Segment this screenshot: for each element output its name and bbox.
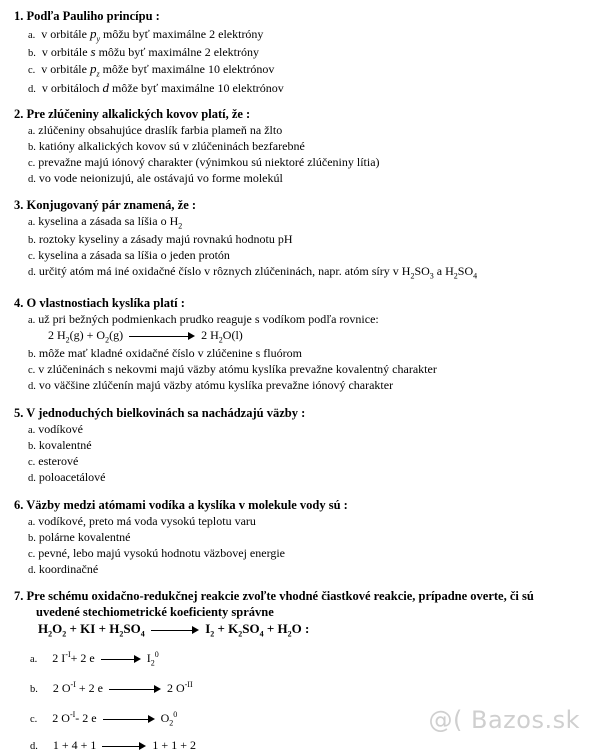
- q3-option-d[interactable]: [28, 264, 477, 279]
- q3-option-b[interactable]: [28, 232, 293, 247]
- q2-option-a[interactable]: [28, 123, 282, 138]
- option-letter: d.: [28, 174, 36, 185]
- q3-option-a[interactable]: [28, 214, 182, 229]
- option-letter: b.: [28, 235, 36, 246]
- reaction-arrow-icon: [101, 655, 141, 663]
- option-text: v orbitále: [41, 27, 87, 41]
- option-text: môže mať kladné oxidačné číslo v zlúčenine s fluórom: [38, 346, 302, 360]
- q7-option-b[interactable]: [30, 681, 193, 696]
- option-text: môže byť maximálne 10 elektrónov: [102, 62, 275, 76]
- q6-option-c[interactable]: [28, 546, 285, 561]
- reaction-arrow-icon: [151, 626, 199, 634]
- option-text: už pri bežných podmienkach prudko reaguje s vodíkom podľa rovnice:: [38, 312, 379, 326]
- option-text: pevné, lebo majú vysokú hodnotu väzbovej energie: [38, 546, 286, 560]
- option-letter: a.: [28, 425, 36, 436]
- option-text: v zlúčeninách s nekovmi majú väzby atómu kyslíka prevažne kovalentný charakter: [38, 362, 437, 376]
- option-text: vodíkové: [38, 422, 83, 436]
- option-letter: c.: [28, 251, 36, 262]
- option-letter: a.: [28, 315, 36, 326]
- reaction-arrow-icon: [102, 742, 146, 750]
- q6-option-d[interactable]: [28, 562, 98, 577]
- orbital-symbol: d: [102, 80, 110, 95]
- q2-option-d[interactable]: [28, 171, 283, 186]
- bazos-watermark-logo: @( Bazos.sk: [428, 706, 580, 734]
- q1-option-b[interactable]: [28, 44, 259, 60]
- option-text: kyselina a zásada sa líšia o jeden protón: [38, 248, 230, 262]
- option-letter: d.: [28, 267, 36, 278]
- question-5-title: 5. V jednoduchých bielkovinách sa nachádzajú väzby :: [14, 406, 306, 420]
- option-text: môžu byť maximálne 2 elektróny: [98, 45, 260, 59]
- q5-option-b[interactable]: [28, 438, 92, 453]
- option-letter: b.: [28, 48, 36, 59]
- option-letter: a.: [28, 217, 36, 228]
- q5-option-a[interactable]: [28, 422, 83, 437]
- q7-scheme-equation: $H_2O_2$ + KI + $H_2SO_4$ $I_2 + K_2SO_4 + H_2O$ :: [38, 621, 310, 639]
- half-reaction: 2 $I^{-I}+ 2$ e $I_2^0$: [52, 650, 159, 668]
- option-text: môžu byť maximálne 2 elektróny: [103, 27, 264, 41]
- q4-option-c[interactable]: [28, 362, 437, 377]
- q5-option-d[interactable]: [28, 470, 106, 485]
- option-letter: b.: [28, 441, 36, 452]
- question-6-title: 6. Väzby medzi atómami vodíka a kyslíka v molekule vody sú :: [14, 498, 348, 512]
- option-letter: a.: [30, 654, 38, 665]
- option-text: prevažne majú iónový charakter (výnimkou sú niektoré zlúčeniny lítia): [38, 155, 380, 169]
- option-text: zlúčeniny obsahujúce draslík farbia plameň na žlto: [38, 123, 283, 137]
- option-text: v orbitále: [41, 45, 88, 59]
- option-text: určitý atóm má iné oxidačné číslo v rôznych zlúčeninách, napr. atóm síry v $H_2SO_3$ a $H_2SO_4$: [38, 264, 478, 281]
- orbital-symbol: $p_z$: [89, 61, 100, 79]
- q4-reaction-equation: 2 $H_2(g) + O_2(g)$ 2 $H_2O(l)$: [48, 328, 243, 345]
- half-reaction: 2 $O^{-I} + 2$ e 2 $O^{-II}$: [52, 680, 193, 695]
- q1-option-d[interactable]: [28, 80, 284, 96]
- question-7-title: 7. Pre schému oxidačno-redukčnej reakcie zvoľte vhodné čiastkové reakcie, prípadne overte, či sú: [14, 589, 534, 603]
- orbital-symbol: s: [90, 44, 96, 59]
- option-text: polárne kovalentné: [38, 530, 131, 544]
- q4-option-d[interactable]: [28, 378, 393, 393]
- option-text: kovalentné: [38, 438, 92, 452]
- option-letter: a.: [28, 517, 36, 528]
- half-reaction: 2 $O^{-I}-$ 2 e $O_2^0$: [52, 710, 178, 728]
- q1-option-a[interactable]: [28, 26, 263, 42]
- reaction-arrow-icon: [109, 685, 161, 693]
- option-letter: b.: [28, 349, 36, 360]
- option-letter: c.: [28, 158, 36, 169]
- option-text: v orbitáloch: [41, 81, 100, 95]
- option-text: katióny alkalických kovov sú v zlúčeninách bezfarebné: [38, 139, 305, 153]
- option-text: vo vode neionizujú, ale ostávajú vo forme molekúl: [38, 171, 283, 185]
- coefficients: 1 + 4 + 1 1 + 1 + 2: [52, 738, 196, 752]
- option-text: v orbitále: [41, 62, 87, 76]
- option-letter: a.: [28, 126, 36, 137]
- q7-option-c[interactable]: [30, 711, 177, 726]
- question-7-title-cont: uvedené stechiometrické koeficienty správne: [36, 605, 274, 619]
- reaction-arrow-icon: [129, 332, 195, 340]
- option-letter: c.: [28, 457, 36, 468]
- q3-option-c[interactable]: [28, 248, 230, 263]
- option-text: poloacetálové: [38, 470, 106, 484]
- q4-option-b[interactable]: [28, 346, 302, 361]
- q2-option-c[interactable]: [28, 155, 380, 170]
- option-letter: c.: [28, 365, 36, 376]
- q6-option-a[interactable]: [28, 514, 256, 529]
- option-text: môže byť maximálne 10 elektrónov: [112, 81, 284, 95]
- option-text: kyselina a zásada sa líšia o $H_2$: [38, 214, 183, 231]
- question-4-title: 4. O vlastnostiach kyslíka platí :: [14, 296, 185, 310]
- option-letter: d.: [28, 84, 36, 95]
- q4-option-a[interactable]: [28, 312, 379, 327]
- option-letter: b.: [28, 142, 36, 153]
- q5-option-c[interactable]: [28, 454, 78, 469]
- option-text: vo väčšine zlúčenín majú väzby atómu kyslíka prevažne iónový charakter: [38, 378, 394, 392]
- q1-option-c[interactable]: [28, 61, 274, 77]
- q7-option-d[interactable]: [30, 738, 196, 753]
- option-letter: c.: [28, 549, 36, 560]
- option-letter: c.: [28, 65, 36, 76]
- option-text: vodíkové, preto má voda vysokú teplotu varu: [38, 514, 256, 528]
- question-1-title: 1. Podľa Pauliho princípu :: [14, 9, 160, 23]
- option-letter: a.: [28, 30, 36, 41]
- reaction-arrow-icon: [103, 715, 155, 723]
- option-letter: b.: [30, 684, 38, 695]
- q6-option-b[interactable]: [28, 530, 131, 545]
- option-text: roztoky kyseliny a zásady majú rovnakú hodnotu pH: [38, 232, 293, 246]
- orbital-symbol: $p_y$: [89, 26, 101, 44]
- option-letter: c.: [30, 714, 38, 725]
- question-3-title: 3. Konjugovaný pár znamená, že :: [14, 198, 197, 212]
- option-letter: d.: [28, 565, 36, 576]
- option-letter: b.: [28, 533, 36, 544]
- q7-option-a[interactable]: [30, 651, 159, 666]
- q2-option-b[interactable]: [28, 139, 305, 154]
- question-2-title: 2. Pre zlúčeniny alkalických kovov platí, že :: [14, 107, 251, 121]
- option-letter: d.: [28, 473, 36, 484]
- option-text: esterové: [38, 454, 79, 468]
- option-text: koordinačné: [38, 562, 99, 576]
- option-letter: d.: [30, 741, 38, 752]
- option-letter: d.: [28, 381, 36, 392]
